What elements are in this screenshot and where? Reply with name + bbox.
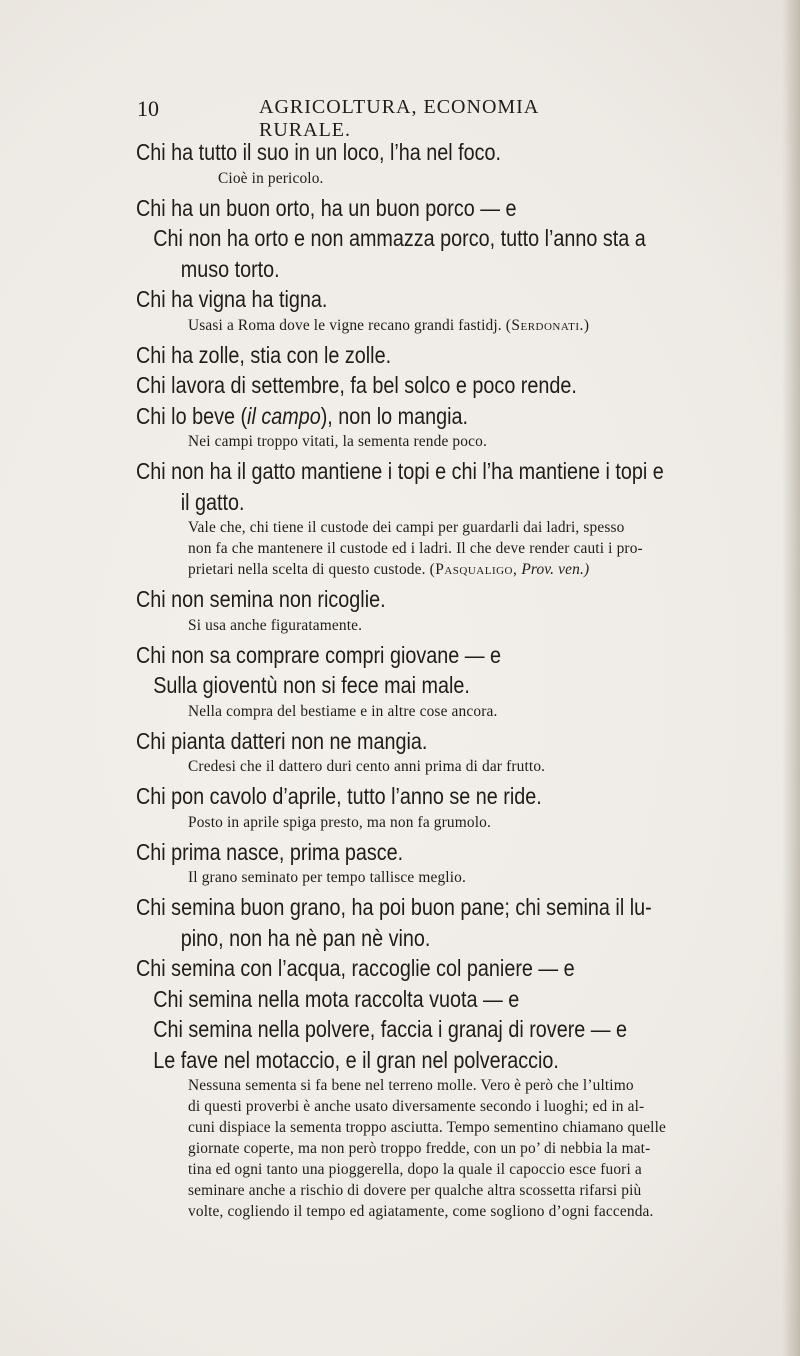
- proverb-note: Il grano seminato per tempo tallisce meglio.: [188, 869, 466, 886]
- proverb-note-line: tina ed ogni tanto una pioggerella, dopo la quale il capoccio esce fuori a: [188, 1161, 642, 1178]
- proverb-line: Chi prima nasce, prima pasce.: [136, 838, 404, 865]
- proverb-note-line: volte, cogliendo il tempo ed agiatamente, come sogliono d’ogni faccenda.: [188, 1203, 654, 1220]
- proverb-note-line: Vale che, chi tiene il custode dei campi per guardarli dai ladri, spesso: [188, 519, 625, 536]
- proverb-entry: [136, 953, 766, 1222]
- proverb-entry: [136, 137, 766, 189]
- proverb-line: [136, 401, 764, 432]
- page-header: [137, 96, 627, 141]
- proverb-note-line: [136, 559, 766, 580]
- proverb-line: Chi lavora di settembre, fa bel solco e poco rende.: [136, 372, 577, 398]
- proverb-entry: [136, 837, 766, 889]
- proverb-note: Nella compra del bestiame e in altre cose ancora.: [188, 702, 498, 720]
- proverb-line: Chi ha tutto il suo in un loco, l’ha nel foco.: [136, 139, 502, 165]
- proverb-line: Chi semina nella mota raccolta vuota — e: [153, 985, 520, 1012]
- proverb-entry: [136, 584, 766, 636]
- proverb-entry: [136, 726, 766, 778]
- note-source-work: Prov. ven.): [521, 561, 590, 578]
- note-source: (Pasqualigo,: [429, 561, 518, 578]
- note-text: prietari nella scelta di questo custode.: [188, 561, 426, 578]
- proverb-line: Sulla gioventù non si fece mai male.: [153, 672, 470, 698]
- proverb-entry: [136, 640, 766, 722]
- proverb-line: Chi non ha orto e non ammazza porco, tutto l’anno sta a: [153, 225, 646, 251]
- proverb-line: Chi ha un buon orto, ha un buon porco — e: [136, 194, 517, 221]
- proverbs-list: [136, 137, 766, 1226]
- proverb-note: [136, 315, 766, 336]
- proverb-entry: [136, 456, 766, 580]
- note-source: (Serdonati.): [505, 316, 590, 334]
- proverb-line: Chi non semina non ricoglie.: [136, 586, 386, 612]
- line-part: ), non lo mangia.: [320, 402, 469, 429]
- page-number: 10: [137, 96, 159, 121]
- proverb-note-line: non fa che mantenere il custode ed i ladri. Il che deve render cauti i pro-: [188, 540, 643, 557]
- proverb-entry: [136, 340, 766, 371]
- proverb-note-line: di questi proverbi è anche usato diversamente secondo i luoghi; ed in al-: [188, 1098, 645, 1115]
- proverb-note-line: giornate coperte, ma non però troppo fredde, con un po’ di nebbia la mat-: [188, 1140, 651, 1157]
- proverb-line: Chi ha vigna ha tigna.: [136, 286, 328, 312]
- proverb-note: Posto in aprile spiga presto, ma non fa grumolo.: [188, 813, 491, 831]
- proverb-entry: [136, 892, 766, 953]
- line-part-italic: il campo: [247, 402, 321, 429]
- proverb-note-line: Nessuna sementa si fa bene nel terreno molle. Vero è però che l’ultimo: [188, 1077, 634, 1094]
- proverb-note: Credesi che il dattero duri cento anni prima di dar frutto.: [188, 758, 546, 775]
- proverb-line: muso torto.: [180, 255, 280, 282]
- proverb-line: Le fave nel motaccio, e il gran nel polveraccio.: [153, 1046, 559, 1073]
- running-title: AGRICOLTURA, ECONOMIA RURALE.: [259, 96, 539, 141]
- proverb-entry: [136, 193, 766, 285]
- proverb-entry: [136, 401, 766, 453]
- proverb-note: Nei campi troppo vitati, la sementa rende poco.: [188, 433, 487, 450]
- proverb-line: Chi ha zolle, stia con le zolle.: [136, 341, 392, 368]
- page-edge-shadow: [782, 0, 800, 1356]
- proverb-line: Chi pon cavolo d’aprile, tutto l’anno se ne ride.: [136, 783, 542, 809]
- proverb-line: Chi semina con l’acqua, raccoglie col paniere — e: [136, 955, 575, 981]
- proverb-line: Chi non sa comprare compri giovane — e: [136, 641, 502, 668]
- proverb-entry: [136, 370, 766, 401]
- proverb-line: Chi pianta datteri non ne mangia.: [136, 727, 428, 754]
- proverb-entry: [136, 284, 766, 336]
- proverb-note-line: cuni dispiace la sementa troppo asciutta. Tempo sementino chiamano quelle: [188, 1119, 667, 1136]
- note-text: Usasi a Roma dove le vigne recano grandi fastidj.: [188, 316, 502, 334]
- proverb-note: Cioè in pericolo.: [218, 169, 324, 187]
- proverb-line: Chi non ha il gatto mantiene i topi e chi l’ha mantiene i topi e: [136, 458, 664, 484]
- line-part: Chi lo beve (: [136, 402, 248, 429]
- proverb-entry: [136, 781, 766, 833]
- proverb-line: Chi semina nella polvere, faccia i granaj di rovere — e: [153, 1016, 628, 1042]
- proverb-note: Si usa anche figuratamente.: [188, 616, 363, 634]
- proverb-line: Chi semina buon grano, ha poi buon pane; chi semina il lu-: [136, 894, 652, 920]
- proverb-note-line: seminare anche a rischio di dovere per qualche altra scossetta rifarsi più: [188, 1182, 642, 1199]
- proverb-line: pino, non ha nè pan nè vino.: [180, 924, 431, 951]
- proverb-line: il gatto.: [180, 488, 245, 515]
